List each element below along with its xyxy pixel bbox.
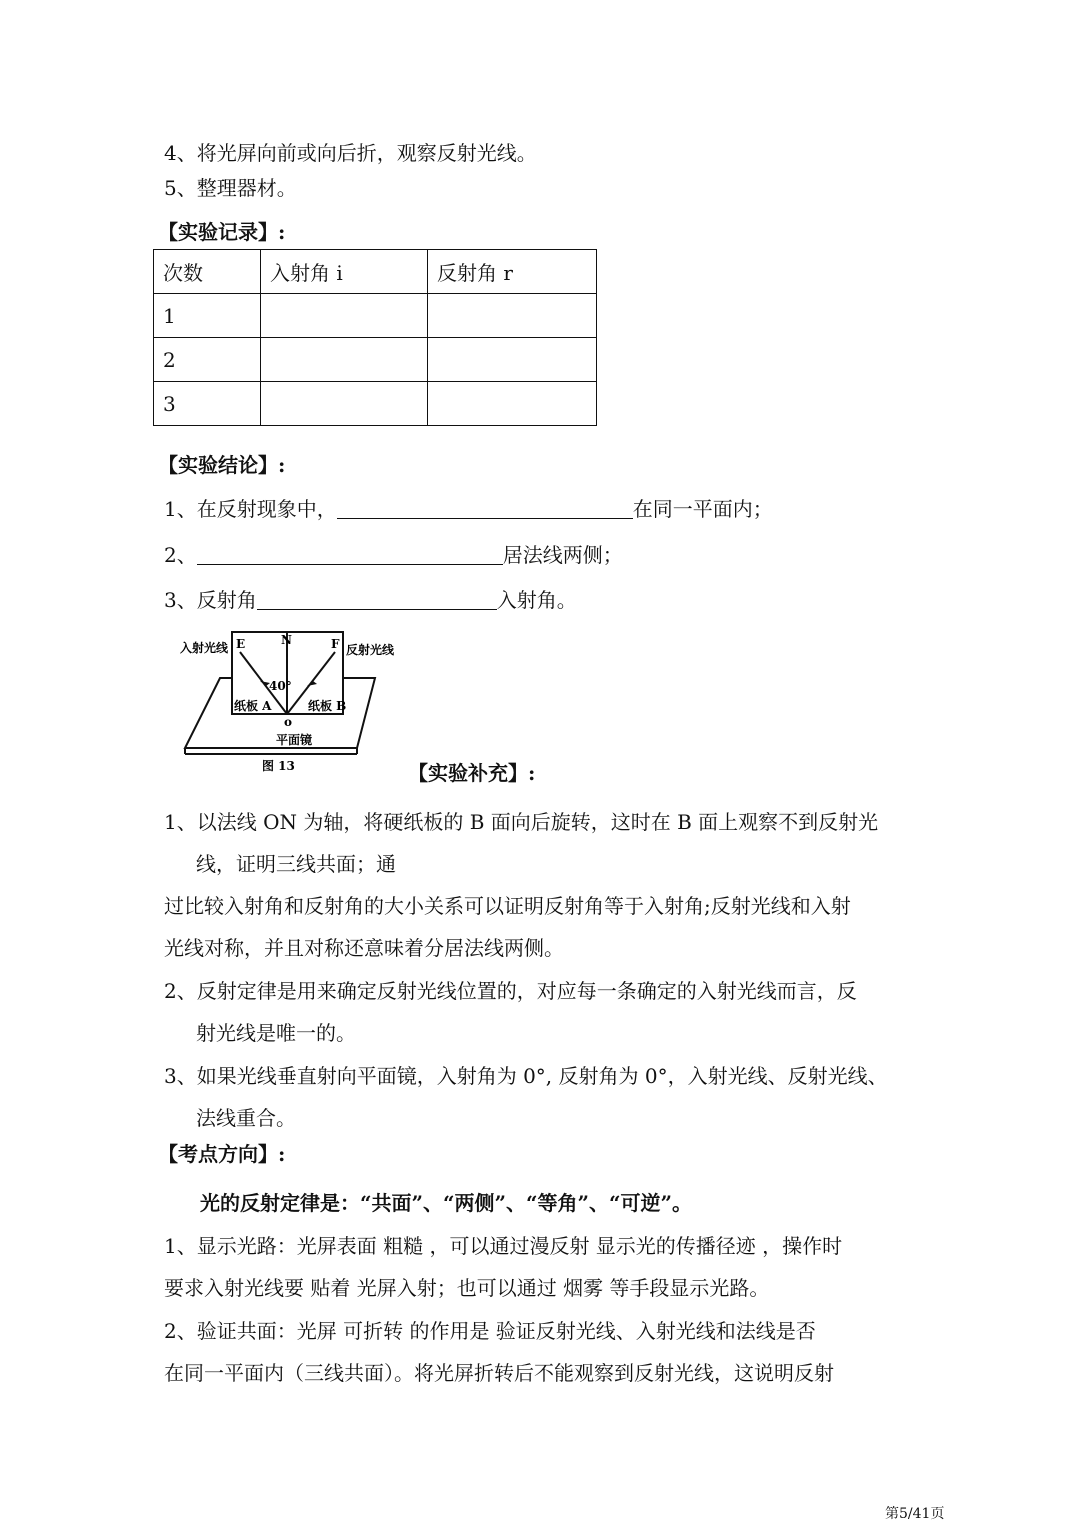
conclusion-1-prefix: 1、在反射现象中， — [164, 497, 337, 521]
supplement-line: 1、以法线 ON 为轴，将硬纸板的 B 面向后旋转，这时在 B 面上观察不到反射光 — [164, 810, 879, 834]
conclusion-1-suffix: 在同一平面内； — [632, 497, 773, 521]
point-e-label: E — [236, 637, 246, 651]
row-number: 3 — [154, 382, 261, 426]
reflected-ray-label: 反射光线 — [346, 643, 395, 657]
conclusion-2-prefix: 2、 — [164, 543, 197, 567]
exam-line: 要求入射光线要 贴着 光屏入射；也可以通过 烟雾 等手段显示光路。 — [164, 1276, 770, 1300]
conclusion-2-suffix: 居法线两侧； — [502, 543, 623, 567]
conclusion-item-2 — [164, 541, 623, 569]
supplement-line: 过比较入射角和反射角的大小关系可以证明反射角等于入射角;反射光线和入射 — [164, 894, 851, 918]
table-row — [154, 294, 597, 338]
supplement-line: 光线对称，并且对称还意味着分居法线两侧。 — [164, 936, 564, 960]
figure-caption: 图 13 — [262, 759, 295, 773]
step-4: 4、将光屏向前或向后折，观察反射光线。 — [164, 141, 537, 165]
page-number: 第5/41页 — [885, 1506, 945, 1522]
empty-cell — [428, 338, 597, 382]
empty-cell — [261, 294, 428, 338]
supplement-line: 线，证明三线共面；通 — [196, 852, 396, 876]
fill-blank-3 — [257, 587, 497, 610]
header-count: 次数 — [154, 250, 261, 294]
conclusion-3-suffix: 入射角。 — [496, 588, 577, 612]
header-reflection-angle: 反射角 r — [428, 250, 597, 294]
exam-line: 1、显示光路：光屏表面 粗糙 ，可以通过漫反射 显示光的传播径迹 ，操作时 — [164, 1234, 843, 1258]
step-5: 5、整理器材。 — [164, 176, 297, 200]
angle-label: 40° — [269, 679, 292, 693]
table-row — [154, 382, 597, 426]
conclusion-3-prefix: 3、反射角 — [164, 588, 257, 612]
empty-cell — [261, 338, 428, 382]
record-table — [153, 249, 597, 426]
conclusion-heading: 【实验结论】: — [158, 453, 286, 477]
supplement-line: 3、如果光线垂直射向平面镜，入射角为 0°, 反射角为 0°，入射光线、反射光线、 — [164, 1064, 888, 1088]
board-a-label: 纸板 A — [234, 699, 272, 713]
fill-blank-2 — [197, 542, 503, 565]
exam-line: 2、验证共面：光屏 可折转 的作用是 验证反射光线、入射光线和法线是否 — [164, 1319, 816, 1343]
exam-heading: 【考点方向】: — [158, 1142, 286, 1166]
header-incident-angle: 入射角 i — [261, 250, 428, 294]
record-heading: 【实验记录】: — [158, 220, 286, 244]
supplement-line: 法线重合。 — [196, 1106, 296, 1130]
fill-blank-1 — [337, 496, 633, 519]
incident-ray-label: 入射光线 — [180, 641, 229, 655]
point-o-label: o — [284, 715, 293, 729]
board-b-label: 纸板 B — [308, 699, 347, 713]
row-number: 2 — [154, 338, 261, 382]
exam-line: 在同一平面内（三线共面）。将光屏折转后不能观察到反射光线，这说明反射 — [164, 1361, 834, 1385]
table-row — [154, 338, 597, 382]
point-f-label: F — [331, 637, 340, 651]
supplement-heading: 【实验补充】: — [408, 761, 536, 785]
mirror-label: 平面镜 — [276, 733, 313, 747]
row-number: 1 — [154, 294, 261, 338]
supplement-line: 射光线是唯一的。 — [196, 1021, 356, 1045]
empty-cell — [261, 382, 428, 426]
conclusion-item-3 — [164, 586, 577, 614]
empty-cell — [428, 382, 597, 426]
empty-cell — [428, 294, 597, 338]
point-n-label: N — [281, 633, 292, 647]
table-header-row — [154, 250, 597, 294]
conclusion-item-1 — [164, 495, 773, 523]
supplement-line: 2、反射定律是用来确定反射光线位置的，对应每一条确定的入射光线而言，反 — [164, 979, 857, 1003]
exam-summary: 光的反射定律是：“共面”、“两侧”、“等角”、“可逆”。 — [200, 1191, 693, 1215]
reflection-experiment-figure — [180, 630, 395, 780]
